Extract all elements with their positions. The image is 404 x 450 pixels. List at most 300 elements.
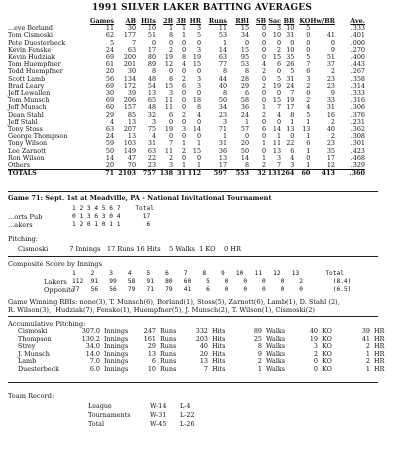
cell-2b: 2 <box>168 153 174 162</box>
player-row <box>8 119 365 126</box>
cell-hits: 89 <box>147 60 157 69</box>
cell-3b: 0 <box>181 117 187 126</box>
cell-sb: 0 <box>261 24 267 33</box>
cell-2b: 8 <box>168 31 174 40</box>
cell-hwbr: 23 <box>326 81 335 90</box>
pitcher-name: Thompson <box>18 334 52 343</box>
pitcher-name: Duesterbeck <box>18 364 60 373</box>
runs-value: 6 <box>151 357 156 366</box>
record-table <box>88 402 210 429</box>
cell-hits: 48 <box>147 103 157 112</box>
cell-runs: 14 <box>218 45 228 54</box>
cell-2b: 138 <box>156 170 173 178</box>
cell-hr: 4 <box>196 110 202 119</box>
cell-ko: 0 <box>306 45 311 54</box>
hits-label: Hits <box>212 364 226 373</box>
pitcher-name: Strey <box>18 342 36 351</box>
cell-sac: 7 <box>276 103 282 112</box>
cell-ave: .231 <box>350 117 365 126</box>
hits-value: 332 <box>195 327 208 335</box>
cell-rbi: 1 <box>244 117 250 126</box>
cell-rbi: 8 <box>244 67 250 76</box>
cell-hr: 3 <box>196 74 202 83</box>
ko-value: 2 <box>313 349 318 358</box>
cell-games: 11 <box>105 24 115 33</box>
walks-label: Walks <box>266 364 286 373</box>
cell-2b: 0 <box>168 117 174 126</box>
pitching-row <box>18 366 392 374</box>
player-row <box>8 90 365 97</box>
cell-bb: 22 <box>286 139 295 148</box>
cell-ab: 207 <box>123 125 137 134</box>
gwrbi-line2: R. Wilson(3), Hudziak(7), Fenske(1), Huempfner(5), J. Munsch(2), T. Wilson(1), Cismoski(2) <box>8 306 315 314</box>
player-name: Others <box>8 161 31 170</box>
cell-3b: 1 <box>181 31 187 40</box>
cell-games: 56 <box>105 74 115 83</box>
batting-header-row <box>8 18 365 25</box>
ko-value: 19 <box>309 334 318 343</box>
cell-sac: 10 <box>272 31 282 40</box>
cell-bb: 31 <box>286 74 295 83</box>
game-team2-values: 1 2 0 1 0 1 1 6 <box>72 221 151 228</box>
cell-sb: 1 <box>261 153 267 162</box>
cell-runs: 1 <box>222 38 228 47</box>
cell-sac: 0 <box>276 117 282 126</box>
cell-bb: 35 <box>286 53 295 62</box>
cell-ko: 2 <box>306 81 311 90</box>
game-heading: Game 71: Sept. 1st at Meadville, PA - National Invitational Tournament <box>8 194 272 202</box>
cell-hits: 63 <box>147 146 157 155</box>
cell-2b: 19 <box>164 53 174 62</box>
cell-ab: 177 <box>123 31 137 40</box>
cell-games: 60 <box>105 103 115 112</box>
cell-bb: 19 <box>286 96 295 105</box>
totals-label: TOTALS <box>8 170 90 178</box>
player-name: Jeff Stahl <box>8 117 38 126</box>
cell-games: 63 <box>105 125 115 134</box>
header-rbi: RBI <box>235 17 250 25</box>
cell-3b: 0 <box>181 96 187 105</box>
cell-bb: 5 <box>290 67 295 76</box>
cell-sb: 1 <box>261 103 267 112</box>
cell-hwbr: 33 <box>326 96 335 105</box>
cell-ko: 3 <box>306 74 311 83</box>
cell-hr: 0 <box>196 67 202 76</box>
cell-bb: 1 <box>290 117 295 126</box>
cell-3b: 2 <box>181 110 187 119</box>
cell-hits: 4 <box>151 132 157 141</box>
innings-label: Innings <box>104 342 129 351</box>
cell-bb: 31 <box>286 31 295 40</box>
player-name: Scott Lamb <box>8 74 46 83</box>
runs-value: 161 <box>143 334 156 343</box>
cell-sac: 3 <box>276 24 282 33</box>
hr-label: HR <box>374 364 385 373</box>
cell-rbi: 6 <box>244 89 250 98</box>
header-sb: SB <box>256 17 267 25</box>
hits-value: 20 <box>199 349 208 358</box>
header-ave: Ave. <box>350 17 365 25</box>
player-row <box>8 148 365 155</box>
cell-rbi: 29 <box>240 81 250 90</box>
game-team1-label: ...orts Pub <box>8 213 43 221</box>
ko-value: 3 <box>313 342 318 351</box>
cell-hr: 19 <box>192 53 202 62</box>
cell-games: 69 <box>105 96 115 105</box>
player-name: Dean Stahl <box>8 110 44 119</box>
cell-hr: 0 <box>196 38 202 47</box>
cell-sac: 0 <box>276 67 282 76</box>
player-name: Ron Wilson <box>8 153 45 162</box>
cell-hwbr: 9 <box>330 89 335 98</box>
gwrbi-line1: Game Winning RBIs: none(3), T. Munsch(6), Borland(1), Stoss(5), Zarnott(6), Lamb(1), D. Stahl (2), <box>8 298 340 306</box>
cell-bb: 264 <box>281 169 295 178</box>
player-name: Kevin Fenske <box>8 45 52 54</box>
cell-hits: 10 <box>147 24 157 33</box>
cell-games: 71 <box>90 170 114 178</box>
hits-value: 40 <box>199 342 208 351</box>
ko-label: KO <box>322 334 332 343</box>
cell-ave: .270 <box>350 45 365 54</box>
cell-runs: 23 <box>218 110 228 119</box>
cell-2b: 7 <box>168 139 174 148</box>
cell-hits: 51 <box>147 31 157 40</box>
runs-label: Runs <box>160 327 177 335</box>
cell-sb: 0 <box>261 146 267 155</box>
cell-2b: 1 <box>168 24 174 33</box>
cell-sac: 11 <box>272 139 282 148</box>
cell-sb: 0 <box>261 117 267 126</box>
divider <box>8 316 378 317</box>
record-losses: L-4 <box>180 402 191 410</box>
divider <box>8 256 378 257</box>
cell-runs: 53 <box>218 31 228 40</box>
cell-bb: 7 <box>290 89 295 98</box>
cell-sac: 3 <box>276 153 282 162</box>
cell-3b: 6 <box>181 81 187 90</box>
divider <box>8 382 378 383</box>
cell-hr: 112 <box>187 169 202 178</box>
cell-ab: 63 <box>127 45 137 54</box>
cell-ko: 1 <box>306 132 311 141</box>
cell-ab: 13 <box>127 132 137 141</box>
cell-games: 20 <box>105 67 115 76</box>
hr-label: HR <box>374 342 385 351</box>
player-name: Lee Zarnott <box>8 146 47 155</box>
player-row <box>8 76 365 83</box>
hr-label: HR <box>374 327 385 335</box>
cell-3b: 0 <box>181 67 187 76</box>
cell-rbi: 15 <box>240 45 250 54</box>
hits-label: Hits <box>212 349 226 358</box>
composite-opp: 77 56 56 79 71 79 41 6 0 0 0 0 0 (6.5) <box>72 286 352 293</box>
cell-sac: 131 <box>267 169 282 178</box>
cell-2b: 19 <box>164 125 174 134</box>
cell-bb: 24 <box>286 81 295 90</box>
cell-2b: 11 <box>164 96 174 105</box>
cell-ave: .401 <box>350 31 365 40</box>
cell-hwbr: 40 <box>326 125 335 134</box>
player-row <box>8 68 365 75</box>
cell-sb: 2 <box>261 67 267 76</box>
record-category: Total <box>88 420 105 428</box>
innings-value: 6.0 <box>89 364 100 373</box>
cell-2b: 8 <box>168 74 174 83</box>
player-name: ...eve Borland <box>8 24 53 33</box>
ko-label: KO <box>322 327 332 335</box>
cell-bb: 10 <box>286 45 295 54</box>
cell-runs: 31 <box>218 139 228 148</box>
walks-value: 89 <box>253 327 262 335</box>
player-name: Brad Leary <box>8 81 45 90</box>
cell-ko: 13 <box>302 125 311 134</box>
cell-ab: 7 <box>131 38 137 47</box>
innings-value: 130.2 <box>81 334 100 343</box>
cell-games: 62 <box>105 31 115 40</box>
cell-hr: 1 <box>196 139 202 148</box>
cell-rbi: 15 <box>240 24 250 33</box>
cell-runs: 40 <box>218 81 228 90</box>
batting-table <box>8 18 365 177</box>
cell-ko: 6 <box>306 67 311 76</box>
ko-value: 0 <box>313 357 318 366</box>
ko-label: KO <box>322 357 332 366</box>
cell-3b: 1 <box>181 24 187 33</box>
cell-ab: 103 <box>123 139 137 148</box>
cell-rbi: 0 <box>244 132 250 141</box>
player-row <box>8 140 365 147</box>
cell-sb: 0 <box>261 96 267 105</box>
cell-hits: 23 <box>147 161 157 170</box>
cell-rbi: 50 <box>240 146 250 155</box>
cell-sb: 2 <box>261 110 267 119</box>
cell-ko: 0 <box>306 38 311 47</box>
runs-value: 13 <box>147 349 156 358</box>
cell-sb: 0 <box>261 45 267 54</box>
hits-value: 7 <box>203 364 208 373</box>
runs-label: Runs <box>160 334 177 343</box>
cell-ave: .358 <box>350 74 365 83</box>
cell-ave: .376 <box>350 110 365 119</box>
cell-rbi: 57 <box>240 125 250 134</box>
cell-rbi: 553 <box>227 170 249 178</box>
player-row <box>8 25 365 32</box>
walks-label: Walks <box>266 342 286 351</box>
innings-value: 14.0 <box>85 349 100 358</box>
cell-games: 50 <box>105 146 115 155</box>
walks-value: 2 <box>257 357 262 366</box>
cell-hr: 0 <box>196 117 202 126</box>
record-wins: W-45 <box>150 420 167 428</box>
cell-hr: 18 <box>192 96 202 105</box>
cell-sac: 5 <box>276 74 282 83</box>
cell-ko: 1 <box>306 146 311 155</box>
cell-sb: 6 <box>261 125 267 134</box>
pitcher-name: J. Munsch <box>18 349 50 358</box>
walks-label: Walks <box>266 357 286 366</box>
cell-hits: 22 <box>147 153 157 162</box>
cell-bb: 26 <box>286 60 295 69</box>
cell-hits: 65 <box>147 96 157 105</box>
cell-runs: 8 <box>222 67 228 76</box>
cell-3b: 4 <box>181 60 187 69</box>
cell-sb: 2 <box>261 161 267 170</box>
record-row <box>88 411 210 420</box>
cell-ave: .333 <box>350 89 365 98</box>
cell-hr: 3 <box>196 45 202 54</box>
cell-ko: 60 <box>294 170 310 178</box>
record-wins: W-14 <box>150 402 167 410</box>
cell-hits: 17 <box>147 45 157 54</box>
ko-value: 0 <box>313 364 318 373</box>
cell-hr: 0 <box>196 132 202 141</box>
cell-rbi: 8 <box>244 161 250 170</box>
cell-sac: 19 <box>272 81 282 90</box>
cell-sb: 0 <box>261 74 267 83</box>
cell-rbi: 0 <box>244 38 250 47</box>
cell-sac: 4 <box>276 110 282 119</box>
pitching-body <box>18 328 392 374</box>
cell-ave: .400 <box>350 53 365 62</box>
cell-hr: 15 <box>192 60 202 69</box>
player-name: Jeff Lewallen <box>8 89 51 98</box>
cell-hwbr: 51 <box>326 53 335 62</box>
cell-games: 5 <box>109 38 115 47</box>
player-name: Jeff Munsch <box>8 103 47 112</box>
hr-value: 1 <box>365 349 370 358</box>
cell-hwbr: 2 <box>330 117 335 126</box>
player-name: Kevin Hudziak <box>8 53 56 62</box>
cell-hwbr: 2 <box>330 67 335 76</box>
cell-2b: 0 <box>168 38 174 47</box>
cell-ab: 85 <box>127 110 137 119</box>
cell-hits: 757 <box>136 170 156 178</box>
cell-hwbr: 23 <box>326 139 335 148</box>
innings-label: Innings <box>104 357 129 366</box>
composite-opp-label: Opponite <box>44 286 75 294</box>
cell-bb: 6 <box>290 146 295 155</box>
record-category: Tournaments <box>88 411 131 419</box>
cell-hwbr: 35 <box>326 146 335 155</box>
cell-games: 24 <box>105 45 115 54</box>
cell-ave: .306 <box>350 103 365 112</box>
cell-runs: 77 <box>218 60 228 69</box>
cell-sb: 0 <box>261 89 267 98</box>
cell-ab: 206 <box>123 96 137 105</box>
cell-3b: 1 <box>181 139 187 148</box>
record-category: League <box>88 402 112 410</box>
cell-ko: 2 <box>306 96 311 105</box>
cell-runs: 71 <box>218 125 228 134</box>
batting-body <box>8 25 365 177</box>
cell-2b: 12 <box>164 60 174 69</box>
totals-row <box>8 170 365 178</box>
cell-runs: 36 <box>218 146 228 155</box>
cell-3b: 0 <box>181 132 187 141</box>
cell-sac: 1 <box>276 132 282 141</box>
hr-label: HR <box>374 349 385 358</box>
runs-value: 10 <box>147 364 156 373</box>
cell-games: 4 <box>109 117 115 126</box>
cell-hr: 3 <box>196 81 202 90</box>
header-runs: Runs <box>208 17 228 25</box>
record-losses: L-26 <box>180 420 195 428</box>
cell-hwbr: 2 <box>330 132 335 141</box>
hits-value: 203 <box>195 334 208 343</box>
record-row <box>88 402 210 411</box>
game-innings-header: 1 2 3 4 5 6 7 Total <box>72 205 154 212</box>
cell-ave: .362 <box>350 125 365 134</box>
cell-sac: 15 <box>272 96 282 105</box>
cell-hwbr: 9 <box>330 45 335 54</box>
cell-bb: 10 <box>286 24 295 33</box>
cell-ave: .000 <box>350 38 365 47</box>
cell-hwbr: 23 <box>326 74 335 83</box>
cell-ko: 4 <box>306 103 311 112</box>
cell-hr: 3 <box>196 24 202 33</box>
header-ab: AB <box>125 17 137 25</box>
cell-hwbr: 16 <box>326 110 335 119</box>
cell-hits: 80 <box>147 53 157 62</box>
cell-games: 14 <box>105 153 115 162</box>
game-pitching-label: Pitching: <box>8 235 38 243</box>
cell-hits: 48 <box>147 74 157 83</box>
cell-rbi: 53 <box>240 60 250 69</box>
header-3b: 3B <box>176 17 187 25</box>
walks-value: 9 <box>257 349 262 358</box>
cell-hits: 3 <box>151 117 157 126</box>
cell-3b: 1 <box>181 161 187 170</box>
innings-label: Innings <box>104 364 129 373</box>
hits-label: Hits <box>212 357 226 366</box>
cell-3b: 0 <box>181 103 187 112</box>
runs-label: Runs <box>160 342 177 351</box>
cell-ab: 201 <box>123 60 137 69</box>
player-row <box>8 97 365 104</box>
player-row <box>8 162 365 170</box>
cell-sb: 4 <box>261 60 267 69</box>
cell-3b: 31 <box>173 170 186 178</box>
cell-ab: 13 <box>127 117 137 126</box>
cell-hr: 14 <box>192 125 202 134</box>
cell-2b: 11 <box>164 103 174 112</box>
cell-runs: 597 <box>201 170 227 178</box>
innings-value: 7.0 <box>89 357 100 366</box>
cell-3b: 3 <box>181 125 187 134</box>
cell-ave: .360 <box>335 170 365 178</box>
player-name: Tom Cismoski <box>8 31 54 40</box>
player-name: Todd Huempfner <box>8 67 63 76</box>
cell-ko: 6 <box>306 139 311 148</box>
innings-label: Innings <box>104 334 129 343</box>
cell-rbi: 58 <box>240 96 250 105</box>
pitching-table <box>18 328 392 374</box>
cell-hr: 5 <box>196 31 202 40</box>
cell-2b: 15 <box>164 81 174 90</box>
cell-runs: 11 <box>218 24 228 33</box>
cell-ab: 39 <box>127 89 137 98</box>
player-name: Pete Duesterbeck <box>8 38 66 47</box>
cell-ko: 1 <box>306 117 311 126</box>
cell-ab: 2103 <box>114 170 136 178</box>
cell-games: 20 <box>105 161 115 170</box>
cell-runs: 8 <box>222 89 228 98</box>
cell-ko: 5 <box>306 24 311 33</box>
ko-value: 40 <box>309 327 318 335</box>
cell-ab: 70 <box>127 161 137 170</box>
composite-header: 1 2 3 4 5 6 7 8 9 10 11 12 13 Total <box>72 270 344 277</box>
cell-runs: 50 <box>218 96 228 105</box>
